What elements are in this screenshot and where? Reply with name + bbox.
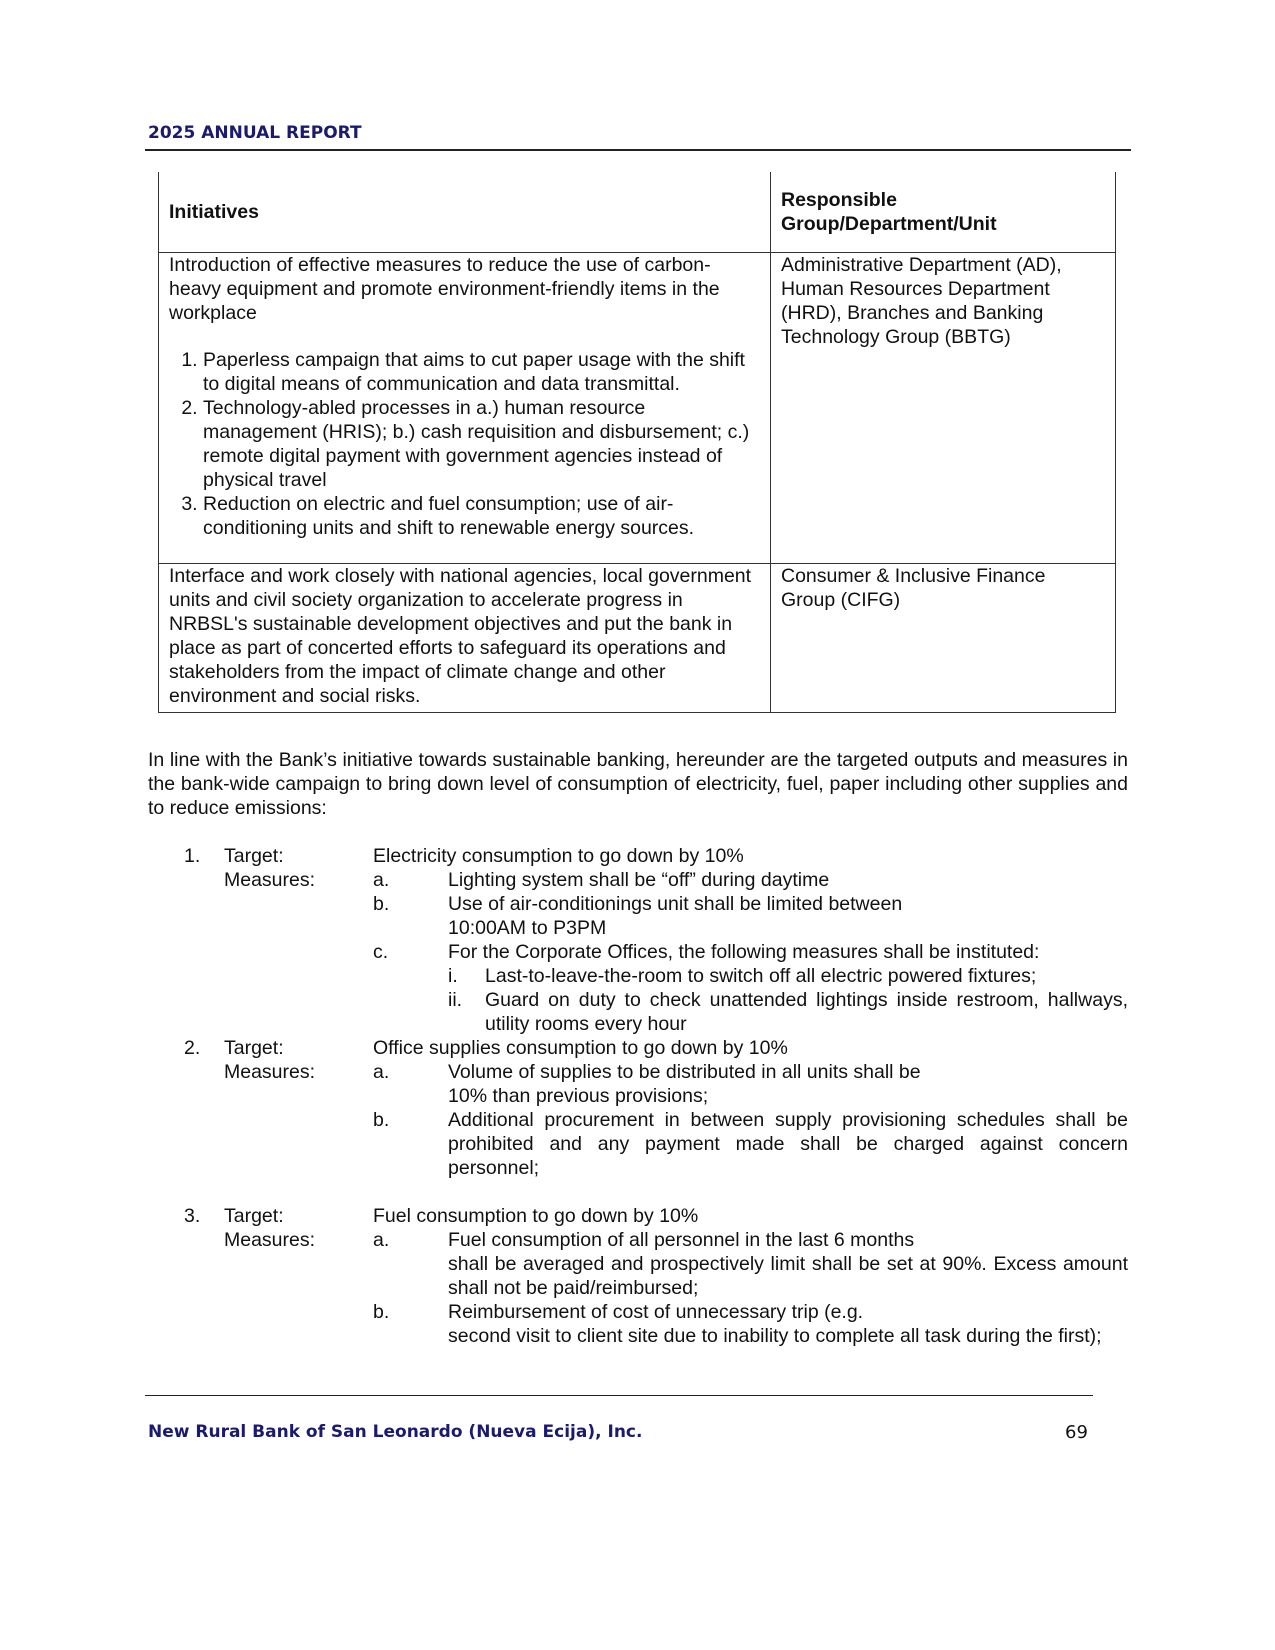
header-responsible: Responsible Group/Department/Unit bbox=[771, 172, 1116, 253]
sub-measure-text: Guard on duty to check unattended lightings inside restroom, hallways, utility rooms every hour bbox=[485, 989, 1128, 1035]
list-item: 1. Paperless campaign that aims to cut paper usage with the shift to digital means of communication and data transmittal. bbox=[203, 348, 760, 396]
measure-letter: c. bbox=[373, 941, 389, 963]
header-divider bbox=[145, 149, 1131, 151]
measure-letter: b. bbox=[373, 893, 390, 915]
page-number: 69 bbox=[1065, 1422, 1088, 1443]
initiative-list bbox=[169, 348, 760, 540]
list-item: 3. Reduction on electric and fuel consumption; use of air-conditioning units and shift to renewable energy sources. bbox=[203, 492, 760, 540]
target-row bbox=[148, 1036, 1128, 1060]
sub-measure-text: Last-to-leave-the-room to switch off all electric powered fixtures; bbox=[485, 965, 1037, 987]
measure-text: Use of air-conditionings unit shall be limited between bbox=[448, 893, 903, 915]
measure-row bbox=[148, 868, 1128, 892]
measure-row bbox=[148, 1228, 1128, 1300]
measure-text-continued: second visit to client site due to inability to complete all task during the first); bbox=[448, 1325, 1102, 1347]
measure-text: Reimbursement of cost of unnecessary trip (e.g. bbox=[448, 1301, 864, 1323]
measure-text: Additional procurement in between supply provisioning schedules shall be prohibited and any payment made shall be charged against concern personnel; bbox=[448, 1109, 1128, 1179]
target-row bbox=[148, 844, 1128, 868]
table-row bbox=[159, 253, 1116, 564]
measure-text: For the Corporate Offices, the following measures shall be instituted: bbox=[448, 941, 1040, 963]
measure-letter: b. bbox=[373, 1109, 390, 1131]
measure-text: Fuel consumption of all personnel in the last 6 months bbox=[448, 1229, 915, 1251]
measure-row bbox=[148, 1108, 1128, 1180]
sub-measure-row bbox=[148, 988, 1128, 1036]
measure-text-continued: 10% than previous provisions; bbox=[448, 1085, 709, 1107]
targets-list bbox=[148, 844, 1128, 1348]
measure-text: Volume of supplies to be distributed in all units shall be bbox=[448, 1061, 921, 1083]
target-label: Target: bbox=[224, 845, 284, 867]
target-row bbox=[148, 1204, 1128, 1228]
intro-paragraph: In line with the Bank’s initiative towards sustainable banking, hereunder are the targeted outputs and measures in the bank-wide campaign to bring down level of consumption of electricity, fuel, paper including other supplies and to reduce emissions: bbox=[148, 749, 1128, 819]
measure-text: Lighting system shall be “off” during daytime bbox=[448, 869, 830, 891]
header-initiatives: Initiatives bbox=[159, 172, 771, 253]
responsible-cell: Consumer & Inclusive Finance Group (CIFG) bbox=[771, 564, 1116, 713]
measure-letter: a. bbox=[373, 1061, 390, 1083]
initiative-intro: Introduction of effective measures to reduce the use of carbon-heavy equipment and promote environment-friendly items in the workplace bbox=[169, 254, 720, 324]
target-text: Electricity consumption to go down by 10% bbox=[373, 845, 744, 867]
table-header-row bbox=[159, 172, 1116, 253]
measure-row bbox=[148, 892, 1128, 940]
initiative-cell: Interface and work closely with national agencies, local government units and civil society organization to accelerate progress in NRBSL's sustainable development objectives and put the bank in place as part of concerted efforts to safeguard its operations and stakeholders from the impact of climate change and other environment and social risks. bbox=[159, 564, 771, 713]
measure-letter: b. bbox=[373, 1301, 390, 1323]
initiative-cell bbox=[159, 253, 771, 564]
target-number: 3. bbox=[184, 1205, 201, 1227]
target-text: Fuel consumption to go down by 10% bbox=[373, 1205, 699, 1227]
measure-row bbox=[148, 1300, 1128, 1348]
initiatives-table bbox=[158, 172, 1116, 713]
sub-measure-numeral: i. bbox=[448, 965, 458, 987]
measure-text-continued: shall be averaged and prospectively limit shall be set at 90%. Excess amount shall not be paid/reimbursed; bbox=[448, 1253, 1128, 1299]
target-number: 2. bbox=[184, 1037, 201, 1059]
target-number: 1. bbox=[184, 845, 201, 867]
list-item: 2. Technology-abled processes in a.) human resource management (HRIS); b.) cash requisition and disbursement; c.) remote digital payment with government agencies instead of physical travel bbox=[203, 396, 760, 492]
target-label: Target: bbox=[224, 1205, 284, 1227]
measures-label: Measures: bbox=[224, 1229, 316, 1251]
responsible-cell: Administrative Department (AD), Human Resources Department (HRD), Branches and Banking Technology Group (BBTG) bbox=[771, 253, 1116, 564]
bank-name: New Rural Bank of San Leonardo (Nueva Ecija), Inc. bbox=[148, 1422, 643, 1442]
measures-label: Measures: bbox=[224, 869, 316, 891]
measure-letter: a. bbox=[373, 869, 390, 891]
sub-measure-row bbox=[148, 964, 1128, 988]
measure-letter: a. bbox=[373, 1229, 390, 1251]
report-title: 2025 ANNUAL REPORT bbox=[148, 123, 362, 143]
measures-label: Measures: bbox=[224, 1061, 316, 1083]
table-row bbox=[159, 564, 1116, 713]
measure-row bbox=[148, 940, 1128, 964]
measure-row bbox=[148, 1060, 1128, 1108]
target-label: Target: bbox=[224, 1037, 284, 1059]
target-text: Office supplies consumption to go down by 10% bbox=[373, 1037, 788, 1059]
measure-text-continued: 10:00AM to P3PM bbox=[448, 917, 607, 939]
footer-divider bbox=[145, 1395, 1093, 1396]
sub-measure-numeral: ii. bbox=[448, 989, 463, 1011]
